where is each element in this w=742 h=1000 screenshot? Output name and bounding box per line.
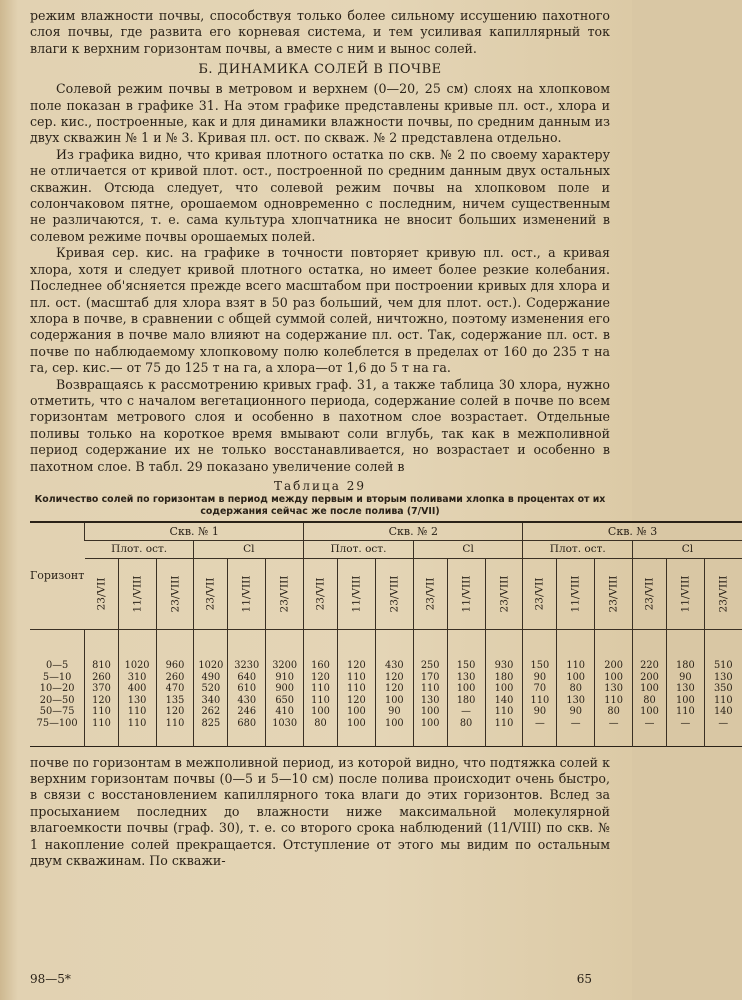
table-cell: 3230 [234, 659, 260, 671]
date-label: 11/VIII [240, 575, 253, 613]
table-cell: — [608, 717, 619, 729]
table-cell: 490 [201, 671, 221, 683]
table-cell: 130 [456, 671, 476, 683]
table-cell: 120 [311, 671, 330, 683]
table-cell: 110 [311, 694, 330, 706]
data-column [704, 629, 741, 746]
table-cell: 150 [456, 659, 476, 671]
horizon-value: 50—75 [39, 706, 75, 718]
date-label: 11/VIII [460, 575, 473, 613]
horizon-header: Горизонт [30, 522, 85, 630]
date-header [304, 558, 338, 629]
table-cell: 410 [275, 706, 295, 718]
table-cell: 180 [494, 671, 514, 683]
table-cell: 90 [569, 706, 582, 718]
horizon-value: 5—10 [42, 671, 72, 683]
horizon-value: 20—50 [39, 694, 75, 706]
data-column [118, 629, 156, 746]
table-cell: 100 [311, 706, 330, 718]
date-header [666, 558, 704, 629]
table-cell: 1020 [124, 659, 150, 671]
table-cell: 246 [237, 706, 257, 718]
data-column [523, 629, 557, 746]
date-label: 23/VII [314, 577, 327, 611]
table-cell: 180 [456, 694, 476, 706]
date-header [85, 558, 118, 629]
table-cell: 910 [275, 671, 295, 683]
table-cell: 90 [388, 706, 401, 718]
table-cell: 470 [165, 683, 185, 695]
table-cell: 100 [420, 717, 440, 729]
table-cell: 110 [347, 683, 366, 695]
horizon-column [30, 629, 85, 746]
date-label: 23/VII [204, 577, 217, 611]
table-cell: 430 [237, 694, 257, 706]
table-cell: 120 [165, 706, 185, 718]
paragraph-2: Из графика видно, что кривая плотного остатка по скв. № 2 по своему характеру не отличается от кривой плот. ост., построенной по средним данным двух остальных скважин. Отсюда следует, что солевой режим почвы на хлопковом поле и солончаковом пятне, орошаемом одновременно с последним, ничем существенным не различаются, т. е. сама культура хлопчатника не вносит больших изменений в солевом режиме почвы орошаемых полей. [30, 146, 610, 244]
table-cell: 110 [420, 683, 440, 695]
table-cell: 825 [201, 717, 221, 729]
table-cell: 110 [127, 717, 147, 729]
table-cell: 100 [384, 694, 404, 706]
table-cell: 135 [165, 694, 185, 706]
page-footer [30, 972, 592, 986]
table-cell: 3200 [272, 659, 298, 671]
table-cell: 120 [384, 683, 404, 695]
table-cell: 200 [640, 671, 659, 683]
table-cell: 170 [420, 671, 440, 683]
paragraph-4: Возвращаясь к рассмотрению кривых граф. 31, а также таблица 30 хлора, нужно отметить, что с началом вегетационного периода, содержание солей в почве по всем горизонтам метрового слоя и особенно в пахотном слое возрастает. Отдельные поливы только на короткое время вмывают соли вглубь, так как в межполивной период содержание их не только восстанавливается, но возрастает и особенно в пахотном слое. В табл. 29 показано увеличение солей в [30, 376, 610, 474]
well-3-cl-header: Cl [633, 540, 742, 558]
date-header [156, 558, 194, 629]
table-cell: — [718, 717, 729, 729]
data-column [304, 629, 338, 746]
table-cell: 80 [459, 717, 473, 729]
table-cell: 110 [127, 706, 147, 718]
page-number: 65 [576, 972, 592, 986]
table-cell: 110 [347, 671, 366, 683]
table-cell: 220 [640, 659, 659, 671]
table-cell: 110 [311, 683, 330, 695]
table-cell: 110 [676, 706, 695, 718]
table-cell: 960 [165, 659, 185, 671]
horizon-value: 75—100 [36, 717, 78, 729]
table-cell: 310 [127, 671, 147, 683]
date-label: 23/VIII [278, 575, 291, 613]
data-column [85, 629, 118, 746]
table-cell: 120 [347, 694, 366, 706]
table-cell: 120 [347, 659, 366, 671]
table-cell: 130 [420, 694, 440, 706]
table-cell: 200 [604, 659, 623, 671]
date-label: 23/VIII [388, 575, 401, 613]
table-cell: — [461, 706, 471, 718]
table-cell: 80 [569, 683, 582, 695]
table-cell: 80 [314, 717, 327, 729]
table-cell: 640 [237, 671, 257, 683]
table-cell: 430 [384, 659, 404, 671]
date-header [485, 558, 523, 629]
date-header [447, 558, 485, 629]
data-column [666, 629, 704, 746]
paragraph-3: Кривая сер. кис. на графике в точности повторяет кривую пл. ост., а кривая хлора, хотя и следует кривой плотного остатка, но имеет более резкие колебания. Последнее об'ясняется прежде всего масштабом при построении кривых для хлора и пл. ост. (масштаб для хлора взят в 50 раз больший, чем для плот. ост.). Содержание хлора в почве, в сравнении с общей суммой солей, ничтожно, поэтому изменения его содержания в почве мало влияют на содержание пл. ост. Так, содержание пл. ост. в почве по наблюдаемому хлопковому полю колеблется в пределах от 160 до 235 т на га, сер. кис.— от 75 до 125 т на га, а хлора—от 1,6 до 5 т на га. [30, 245, 610, 376]
table-cell: 510 [713, 659, 733, 671]
well-1-header: Скв. № 1 [85, 522, 304, 541]
table-cell: 930 [494, 659, 514, 671]
date-header [595, 558, 633, 629]
table-cell: 400 [127, 683, 147, 695]
table-cell: 90 [533, 671, 547, 683]
table-cell: 110 [604, 694, 623, 706]
data-column [228, 629, 266, 746]
well-1-cl-header: Cl [194, 540, 304, 558]
table-cell: 100 [347, 717, 366, 729]
table-cell: 610 [237, 683, 257, 695]
table-cell: 110 [713, 694, 733, 706]
table-cell: 100 [604, 671, 623, 683]
table-cell: — [644, 717, 655, 729]
table-cell: 80 [607, 706, 620, 718]
table-cell: 100 [640, 683, 659, 695]
table-cell: 110 [92, 717, 111, 729]
table-cell: — [534, 717, 545, 729]
table-title: Таблица 29 [274, 478, 366, 493]
table-cell: 250 [420, 659, 440, 671]
table-cell: 340 [201, 694, 221, 706]
table-cell: 130 [604, 683, 623, 695]
date-label: 23/VIII [607, 575, 620, 613]
date-header [557, 558, 595, 629]
date-header [413, 558, 447, 629]
table-cell: 680 [237, 717, 257, 729]
table-cell: 810 [92, 659, 111, 671]
horizon-value: 10—20 [39, 683, 75, 695]
well-2-cl-header: Cl [413, 540, 523, 558]
date-label: 23/VIII [169, 575, 182, 613]
date-label: 23/VII [95, 577, 108, 611]
table-cell: 100 [384, 717, 404, 729]
signature-mark: 98—5* [30, 972, 71, 986]
table-cell: 370 [92, 683, 111, 695]
date-label: 23/VII [643, 577, 656, 611]
data-column [447, 629, 485, 746]
date-header [523, 558, 557, 629]
paragraph-after-table: почве по горизонтам в межполивной период, из которой видно, что подтяжка солей к верхним горизонтам почвы (0—5 и 5—10 см) после полива происходит очень быстро, в связи с восстановлением капиллярного тока влаги до этих горизонтов. Вслед за просыханием последних до влажности ниже максимальной молекулярной влагоемкости почвы (граф. 30), т. е. со второго срока наблюдений (11/VIII) по скв. № 1 накопление солей прекращается. Отступление от этого мы видим по остальным двум скважинам. По скважи- [30, 754, 610, 868]
date-label: 23/VIII [497, 575, 510, 613]
table-cell: 90 [679, 671, 692, 683]
table-cell: 110 [494, 717, 514, 729]
table-cell: 100 [456, 683, 476, 695]
date-header [337, 558, 375, 629]
table-cell: 260 [92, 671, 111, 683]
date-label: 23/VII [424, 577, 437, 611]
table-cell: 900 [275, 683, 295, 695]
data-column [266, 629, 304, 746]
paragraph-1: Солевой режим почвы в метровом и верхнем (0—20, 25 см) слоях на хлопковом поле показан в графике 31. На этом графике представлены кривые пл. ост., хлора и сер. кис., построенные, как и для динамики влажности почвы, по средним данным из двух скважин № 1 и № 3. Кривая пл. ост. по скваж. № 2 представлена отдельно. [30, 81, 610, 146]
table-caption: Количество солей по горизонтам в период между первым и вторым поливами хлопка в процентах от их содержания сейчас же после полива (7/VII) [34, 493, 606, 517]
data-column [557, 629, 595, 746]
table-cell: 1020 [198, 659, 224, 671]
salt-table [30, 521, 742, 747]
table-cell: 140 [713, 706, 733, 718]
date-label: 23/VII [533, 577, 546, 611]
paragraph-intro: режим влажности почвы, способствуя только более сильному иссушению пахотного слоя почвы, где развита его корневая система, и тем усиливая капиллярный ток влаги к верхним горизонтам почвы, а вместе с ним и вынос солей. [30, 8, 610, 56]
date-header [194, 558, 228, 629]
table-cell: 100 [676, 694, 695, 706]
data-column [633, 629, 667, 746]
table-cell: 100 [640, 706, 659, 718]
well-2-header: Скв. № 2 [304, 522, 523, 541]
table-cell: 80 [643, 694, 656, 706]
table-cell: 140 [494, 694, 514, 706]
well-3-header: Скв. № 3 [523, 522, 742, 541]
table-cell: 100 [347, 706, 366, 718]
date-header [266, 558, 304, 629]
data-column [337, 629, 375, 746]
table-cell: 130 [566, 694, 586, 706]
date-label: 11/VIII [350, 575, 363, 613]
table-cell: 110 [92, 706, 111, 718]
table-cell: 110 [494, 706, 514, 718]
data-column [413, 629, 447, 746]
table-cell: 110 [165, 717, 185, 729]
well-2-plot-ost-header: Плот. ост. [304, 540, 414, 558]
date-header [633, 558, 667, 629]
data-column [595, 629, 633, 746]
table-cell: — [570, 717, 581, 729]
table-cell: 130 [713, 671, 733, 683]
table-cell: 150 [530, 659, 550, 671]
table-cell: 120 [384, 671, 404, 683]
data-column [194, 629, 228, 746]
table-cell: 100 [566, 671, 586, 683]
table-cell: 350 [713, 683, 733, 695]
table-cell: 260 [165, 671, 185, 683]
date-header [375, 558, 413, 629]
section-title: Б. ДИНАМИКА СОЛЕЙ В ПОЧВЕ [198, 62, 442, 78]
table-cell: 130 [127, 694, 147, 706]
table-cell: 160 [311, 659, 330, 671]
well-3-plot-ost-header: Плот. ост. [523, 540, 633, 558]
table-cell: 120 [92, 694, 111, 706]
table-cell: 90 [533, 706, 547, 718]
date-label: 11/VIII [569, 575, 582, 613]
date-header [118, 558, 156, 629]
table-cell: 110 [566, 659, 586, 671]
table-cell: 262 [201, 706, 221, 718]
table-cell: 650 [275, 694, 295, 706]
data-column [375, 629, 413, 746]
date-label: 23/VIII [717, 575, 730, 613]
data-column [156, 629, 194, 746]
date-header [704, 558, 741, 629]
table-cell: 100 [420, 706, 440, 718]
date-label: 11/VIII [679, 575, 692, 613]
table-cell: 130 [676, 683, 695, 695]
well-1-plot-ost-header: Плот. ост. [85, 540, 194, 558]
date-header [228, 558, 266, 629]
table-cell: 110 [530, 694, 550, 706]
data-column [485, 629, 523, 746]
table-cell: 70 [533, 683, 547, 695]
table-cell: 100 [494, 683, 514, 695]
table-cell: 180 [676, 659, 695, 671]
table-cell: 520 [201, 683, 221, 695]
table-cell: — [680, 717, 691, 729]
table-cell: 1030 [272, 717, 298, 729]
date-label: 11/VIII [131, 575, 144, 613]
horizon-value: 0—5 [46, 659, 69, 671]
